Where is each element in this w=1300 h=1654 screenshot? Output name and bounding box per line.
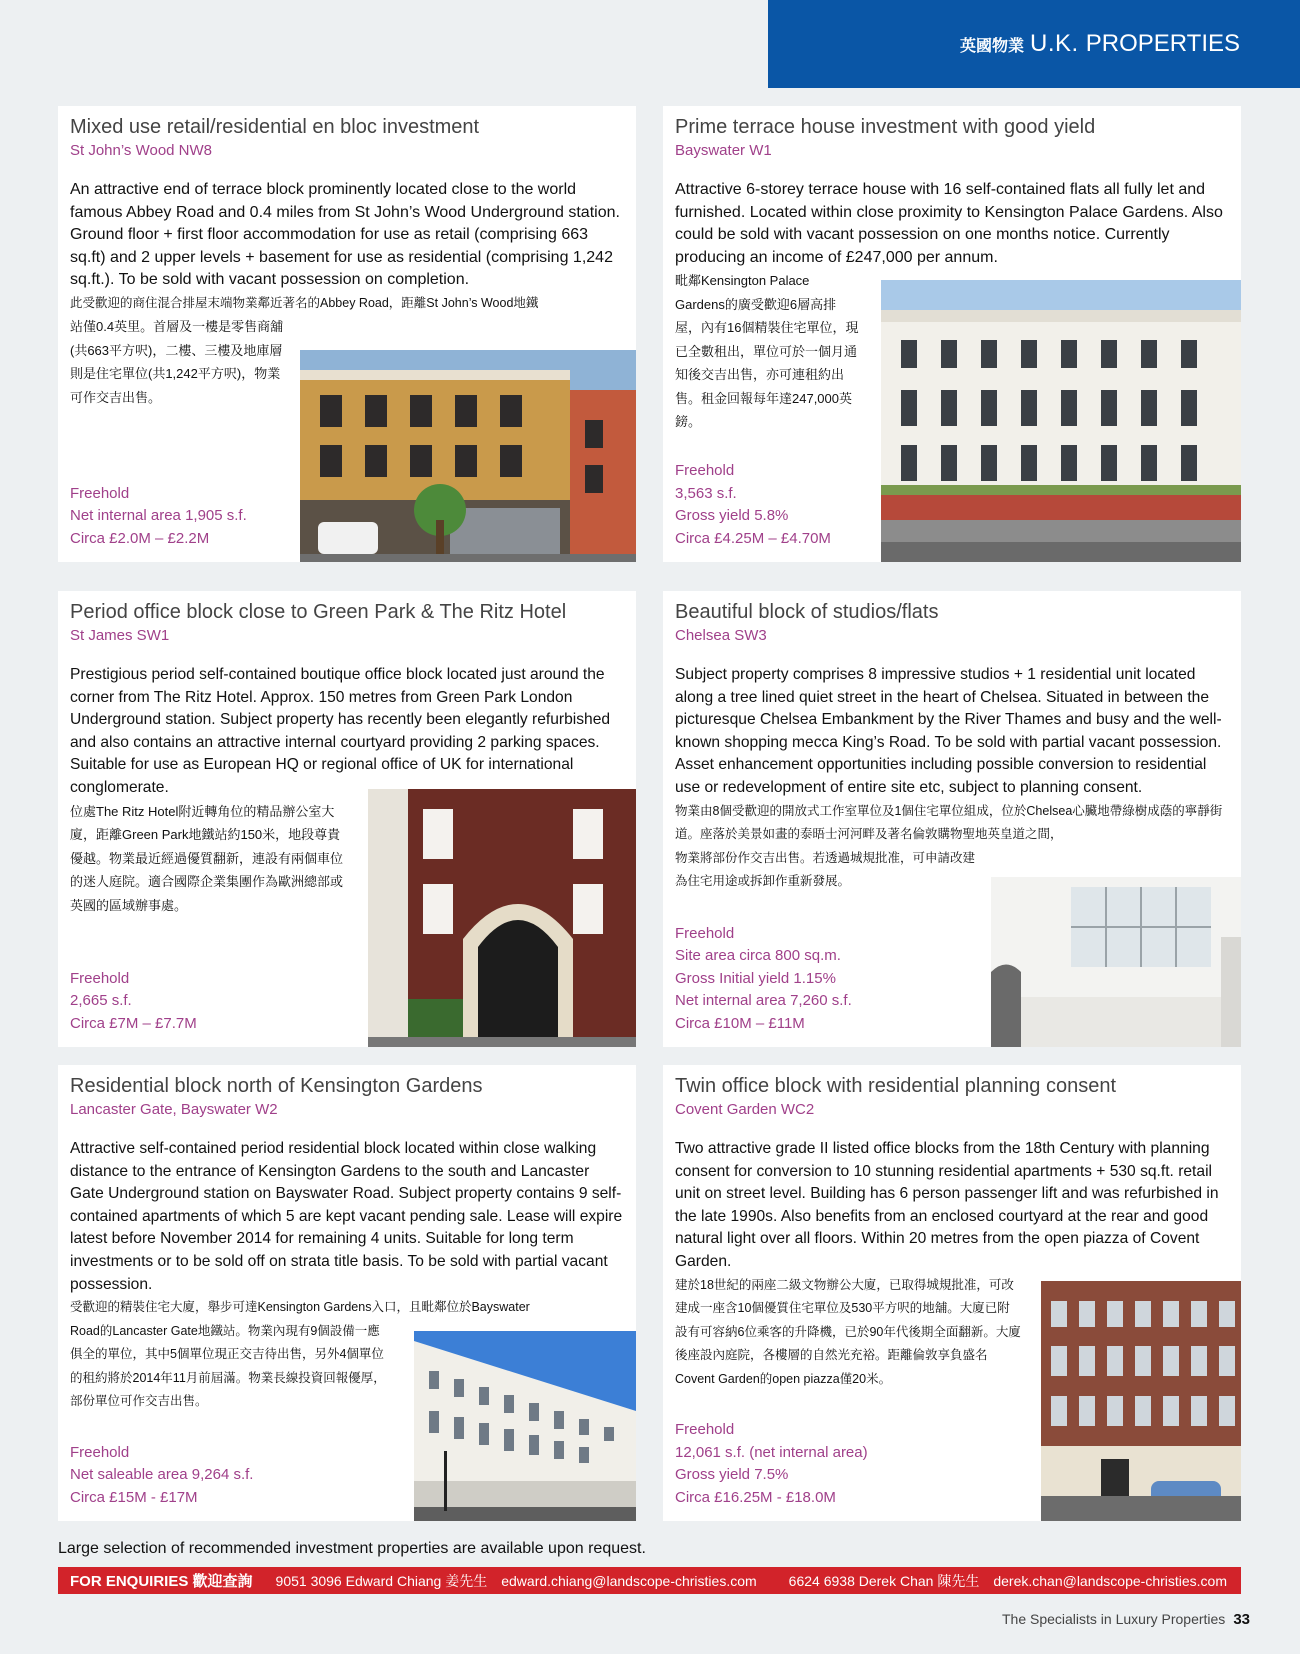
fact-price: Circa £4.25M – £4.70M bbox=[675, 529, 831, 547]
fact-price: Circa £10M – £11M bbox=[675, 1014, 805, 1032]
fact-tenure: Freehold bbox=[675, 1421, 735, 1438]
enquiries-bar bbox=[58, 1567, 1241, 1594]
banner-zh: 英國物業 bbox=[960, 37, 1025, 55]
page-tagline bbox=[1002, 1611, 1250, 1628]
fact-yield: Gross yield 5.8% bbox=[675, 507, 789, 524]
banner-properties: PROPERTIES bbox=[1085, 30, 1240, 57]
card-location: St James SW1 bbox=[70, 627, 170, 644]
fact-area: 12,061 s.f. (net internal area) bbox=[675, 1443, 868, 1461]
enquiries-label: FOR ENQUIRIES 歡迎查詢 bbox=[70, 1573, 253, 1590]
card-facts bbox=[675, 460, 831, 550]
card-zh-description-line: 受歡迎的精裝住宅大廈，舉步可達Kensington Gardens入口，且毗鄰位於Bayswater bbox=[70, 1300, 530, 1315]
fact-price: Circa £2.0M – £2.2M bbox=[70, 529, 210, 547]
card-facts bbox=[70, 483, 247, 551]
card-description: Two attractive grade II listed office blocks from the 18th Century with planning consent for conversion to 10 stunning residential apartments + 530 sq.ft. retail unit on street level. Building has 6 person passenger lift and was refurbished in the late 1990s. Also benefits from an enclosed courtyard at the rear and good natural light over all floors. Within 20 metres from the open piazza of Covent Garden. bbox=[675, 1140, 1219, 1270]
card-title: Mixed use retail/residential en bloc investment bbox=[70, 116, 480, 138]
property-card-st-johns-wood bbox=[58, 106, 636, 562]
fact-tenure: Freehold bbox=[675, 924, 735, 942]
property-photo bbox=[1041, 1281, 1241, 1521]
contact1-email-link[interactable]: edward.chiang@landscope-christies.com bbox=[501, 1572, 757, 1589]
property-card-lancaster-gate bbox=[58, 1065, 636, 1521]
card-location: Lancaster Gate, Bayswater W2 bbox=[70, 1101, 278, 1118]
contact2-email-link[interactable]: derek.chan@landscope-christies.com bbox=[993, 1572, 1227, 1589]
fact-area: 2,665 s.f. bbox=[70, 992, 132, 1009]
card-facts bbox=[70, 968, 197, 1036]
property-photo bbox=[368, 789, 636, 1047]
card-facts bbox=[675, 1419, 868, 1509]
card-facts bbox=[675, 923, 852, 1036]
page-number: 33 bbox=[1233, 1611, 1250, 1628]
fact-price: Circa £15M - £17M bbox=[70, 1488, 198, 1506]
fact-area: 3,563 s.f. bbox=[675, 484, 737, 502]
card-zh-description: 建於18世紀的兩座二級文物辦公大廈，已取得城規批准，可改建成一座含10個優質住宅單位及530平方呎的地舖。大廈已附設有可容納6位乘客的升降機，已於90年代後期全面翻新。大廈後座設內庭院，各樓層的自然光充裕。距離倫敦享負盛名Covent Garden的open piazza僅20米。 bbox=[675, 1277, 1021, 1386]
fact-price: Circa £16.25M - £18.0M bbox=[675, 1488, 836, 1506]
property-photo bbox=[991, 877, 1241, 1047]
fact-tenure: Freehold bbox=[70, 969, 130, 987]
fact-area: Net saleable area 9,264 s.f. bbox=[70, 1466, 254, 1483]
property-card-chelsea bbox=[663, 591, 1241, 1047]
card-title: Twin office block with residential planning consent bbox=[675, 1075, 1116, 1097]
card-location: Chelsea SW3 bbox=[675, 627, 767, 644]
fact-tenure: Freehold bbox=[70, 484, 130, 502]
card-zh-description: 毗鄰Kensington Palace Gardens的廣受歡迎6層高排屋，內有16個精裝住宅單位，現已全數租出，單位可於一個月通知後交吉出售，亦可連租約出售。租金回報每年達247,000英鎊。 bbox=[675, 273, 859, 430]
contact1-phone: 9051 3096 Edward Chiang 姜先生 bbox=[275, 1572, 488, 1589]
card-zh-description: Road的Lancaster Gate地鐵站。物業內現有9個設備一應俱全的單位，其中5個單位現正交吉待出售，另外4個單位的租約將於2014年11月前屆滿。物業長線投資回報優厚，部份單位可作交吉出售。 bbox=[70, 1323, 386, 1409]
fact-yield: Gross Initial yield 1.15% bbox=[675, 969, 836, 987]
property-photo bbox=[414, 1331, 636, 1521]
banner-uk: U.K. bbox=[1030, 30, 1079, 57]
card-description: Subject property comprises 8 impressive studios + 1 residential unit located along a tree lined quiet street in the heart of Chelsea. Situated in between the picturesque Chelsea Embankment by the River Thames and busy and the well-known shopping mecca King’s Road. To be sold with partial vacant possession. Asset enhancement opportunities including possible conversion to residential use or redevelopment of entire site etc, subject to planning consent. bbox=[675, 666, 1222, 796]
fact-tenure: Freehold bbox=[70, 1443, 130, 1461]
card-location: Covent Garden WC2 bbox=[675, 1101, 815, 1118]
contact2-phone: 6624 6938 Derek Chan 陳先生 bbox=[788, 1572, 980, 1589]
section-banner bbox=[768, 0, 1300, 88]
property-photo bbox=[300, 350, 636, 562]
card-zh-description: 站僅0.4英里。首層及一樓是零售商舖(共663平方呎)，二樓、三樓及地庫層則是住宅單位(共1,242平方呎)，物業可作交吉出售。 bbox=[70, 319, 284, 405]
fact-area: Net internal area 7,260 s.f. bbox=[675, 992, 852, 1009]
card-title: Period office block close to Green Park & The Ritz Hotel bbox=[70, 601, 567, 623]
card-location: Bayswater W1 bbox=[675, 142, 772, 159]
card-zh-description-line: 此受歡迎的商住混合排屋末端物業鄰近著名的Abbey Road，距離St John’s Wood地鐵 bbox=[70, 295, 539, 310]
card-description: Attractive 6-storey terrace house with 16 self-contained flats all fully let and furnished. Located within close proximity to Kensington Palace Gardens. Also could be sold with vacant possession on one months notice. Currently producing an income of £247,000 per annum. bbox=[675, 181, 1223, 266]
fact-area: Net internal area 1,905 s.f. bbox=[70, 507, 247, 524]
property-photo bbox=[881, 280, 1241, 562]
card-title: Residential block north of Kensington Gardens bbox=[70, 1075, 483, 1097]
card-zh-description-lines: 物業由8個受歡迎的開放式工作室單位及1個住宅單位組成，位於Chelsea心臟地帶綠樹成蔭的寧靜街道。座落於美景如畫的泰晤士河河畔及著名倫敦購物聖地英皇道之間， bbox=[675, 803, 1223, 842]
card-facts bbox=[70, 1442, 253, 1510]
card-title: Prime terrace house investment with good yield bbox=[675, 116, 1096, 138]
tagline-text: The Specialists in Luxury Properties bbox=[1001, 1611, 1226, 1627]
card-description: Attractive self-contained period residential block located within close walking distance to the entrance of Kensington Gardens to the south and Lancaster Gate Underground station on Bayswater Road. Subject property contains 9 self-contained apartments of which 5 are kept vacant pending sale. Lease will expire latest before November 2014 for remaining 4 units. Suitable for long term investments or to be sold off on strata title basis. To be sold with partial vacant possession. bbox=[70, 1140, 623, 1293]
card-description: An attractive end of terrace block prominently located close to the world famous Abbey Road and 0.4 miles from St John’s Wood Underground station. Ground floor + first floor accommodation for use as retail (comprising 663 sq.ft) and 2 upper levels + basement for use as residential (comprising 1,242 sq.ft.). To be sold with vacant possession on completion. bbox=[70, 181, 620, 289]
footer-note: Large selection of recommended investment properties are available upon request. bbox=[58, 1540, 646, 1557]
card-description: Prestigious period self-contained boutique office block located just around the corner from The Ritz Hotel. Approx. 150 metres from Green Park London Underground station. Subject property has recently been elegantly refurbished and also contains an attractive internal courtyard providing 2 parking spaces. Suitable for use as European HQ or regional office of UK for international conglomerate. bbox=[70, 666, 611, 796]
fact-price: Circa £7M – £7.7M bbox=[70, 1014, 197, 1032]
fact-tenure: Freehold bbox=[675, 462, 735, 479]
fact-site-area: Site area circa 800 sq.m. bbox=[675, 947, 841, 964]
card-location: St John’s Wood NW8 bbox=[70, 142, 213, 159]
property-card-covent-garden bbox=[663, 1065, 1241, 1521]
fact-yield: Gross yield 7.5% bbox=[675, 1466, 789, 1483]
card-zh-description: 物業將部份作交吉出售。若透過城規批准，可申請改建為住宅用途或拆卸作重新發展。 bbox=[675, 850, 976, 889]
card-title: Beautiful block of studios/flats bbox=[675, 601, 939, 623]
card-zh-description: 位處The Ritz Hotel附近轉角位的精品辦公室大廈，距離Green Park地鐵站約150米，地段尊貴優越。物業最近經過優質翻新，連設有兩個車位的迷人庭院。適合國際企業集團作為歐洲總部或英國的區域辦事處。 bbox=[70, 803, 344, 913]
property-card-st-james bbox=[58, 591, 636, 1047]
property-card-bayswater bbox=[663, 106, 1241, 562]
